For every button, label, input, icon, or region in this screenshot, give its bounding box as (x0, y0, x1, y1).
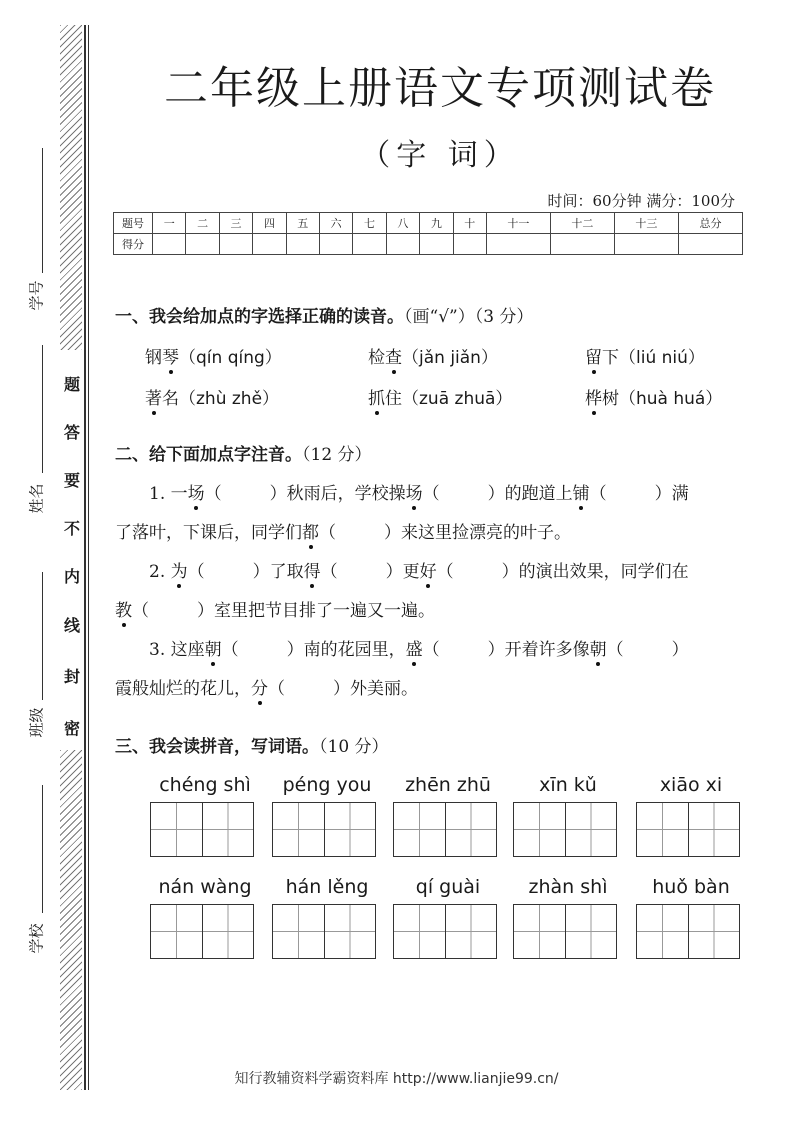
pinyin-writing-item (636, 876, 746, 959)
tianzi-grid (272, 904, 376, 959)
writing-cell[interactable] (203, 803, 254, 856)
pinyin-writing-item (150, 774, 260, 857)
dotted-char: 铺 (572, 484, 590, 504)
pinyin-options[interactable]: （jǎn jiǎn） (402, 348, 498, 368)
seal-char: 内 (63, 567, 80, 586)
passage-line (115, 592, 755, 631)
page-subtitle: （字 词） (360, 138, 520, 173)
passage-line (115, 514, 755, 553)
word-char: 名 (162, 389, 179, 409)
score-col-header: 一 (153, 213, 186, 234)
passage-text: ）南的花园里， (286, 640, 406, 660)
passage-text: ）了取 (252, 562, 304, 582)
pinyin-writing-item (393, 774, 503, 857)
reading-choice-item[interactable] (368, 384, 512, 409)
score-cell[interactable] (286, 234, 319, 255)
score-cell[interactable] (186, 234, 219, 255)
passage-text: 3. 这座 (149, 640, 205, 660)
passage-text: （ (320, 562, 338, 582)
score-table-header-row (114, 213, 743, 234)
binding-rule-inner (88, 25, 89, 1090)
seal-char: 密 (63, 719, 80, 738)
writing-cell[interactable] (151, 803, 203, 856)
score-col-header: 三 (219, 213, 252, 234)
dotted-char: 好 (419, 562, 437, 582)
passage-line (115, 631, 755, 670)
score-col-header: 九 (420, 213, 453, 234)
pinyin-options[interactable]: （zhù zhě） (179, 389, 280, 409)
passage-text: ）的跑道上 (487, 484, 573, 504)
section2-title (115, 440, 372, 465)
reading-choice-item[interactable] (585, 343, 705, 368)
passage-text: ）来这里捡漂亮的叶子。 (384, 523, 571, 543)
passage-text: （ (221, 640, 239, 660)
dotted-char: 教 (115, 601, 132, 621)
word-char: 下 (602, 348, 619, 368)
score-col-header: 十二 (550, 213, 614, 234)
reading-choice-item[interactable] (145, 384, 279, 409)
word-char: 树 (602, 389, 619, 409)
dotted-char: 桦 (585, 389, 602, 409)
writing-cell[interactable] (203, 905, 254, 958)
score-cell[interactable] (678, 234, 742, 255)
passage-text: （ (319, 523, 336, 543)
score-table-row-label: 得分 (114, 234, 153, 255)
pinyin-prompt: xiāo xi (659, 774, 723, 796)
writing-cell[interactable] (689, 803, 740, 856)
score-cell[interactable] (550, 234, 614, 255)
writing-cell[interactable] (637, 803, 689, 856)
passage-text: （ (606, 640, 624, 660)
score-col-header: 二 (186, 213, 219, 234)
tianzi-grid (513, 904, 617, 959)
score-table-row-label: 题号 (114, 213, 153, 234)
tianzi-grid (636, 904, 740, 959)
score-col-header: 十 (453, 213, 486, 234)
tianzi-grid (393, 802, 497, 857)
score-col-header: 十三 (614, 213, 678, 234)
score-cell[interactable] (253, 234, 286, 255)
passage-text: ）的演出效果，同学们在 (501, 562, 689, 582)
passage-text: ）开着许多像 (487, 640, 590, 660)
pinyin-writing-item (513, 876, 623, 959)
writing-cell[interactable] (637, 905, 689, 958)
dotted-char: 为 (170, 562, 188, 582)
dotted-char: 留 (585, 348, 602, 368)
section3-title (115, 732, 389, 757)
dotted-char: 场 (187, 484, 205, 504)
dotted-char: 场 (405, 484, 423, 504)
seal-char: 不 (63, 519, 80, 538)
passage-text: （ (268, 679, 285, 699)
dotted-char: 得 (303, 562, 321, 582)
writing-cell[interactable] (151, 905, 203, 958)
seal-char: 要 (63, 471, 80, 490)
pinyin-prompt: qí guài (415, 876, 481, 898)
score-cell[interactable] (453, 234, 486, 255)
pinyin-options[interactable]: （huà huá） (619, 389, 723, 409)
hatch-band-bottom (60, 750, 82, 1090)
writing-cell[interactable] (325, 905, 376, 958)
word-char: 检 (368, 348, 385, 368)
tianzi-grid (150, 802, 254, 857)
pinyin-prompt: zhēn zhū (405, 774, 491, 796)
passage-text: 了落叶，下课后，同学们 (115, 523, 302, 543)
writing-cell[interactable] (273, 905, 325, 958)
reading-choice-item[interactable] (368, 343, 498, 368)
score-cell[interactable] (353, 234, 386, 255)
writing-cell[interactable] (325, 803, 376, 856)
pinyin-prompt: péng you (282, 774, 372, 796)
pinyin-options[interactable]: （liú niú） (619, 348, 705, 368)
tianzi-grid (272, 802, 376, 857)
pinyin-prompt: hán lěng (285, 876, 369, 898)
passage-text: ） (671, 640, 689, 660)
pinyin-writing-item (150, 876, 260, 959)
footer-source: 知行教辅资料学霸资料库 http://www.lianjie99.cn/ (234, 1071, 559, 1087)
writing-cell[interactable] (446, 905, 497, 958)
binding-margin (0, 0, 100, 1122)
score-col-header: 八 (386, 213, 419, 234)
pinyin-writing-item (513, 774, 623, 857)
pinyin-writing-item (272, 876, 382, 959)
word-char: 住 (385, 389, 402, 409)
score-col-header: 五 (286, 213, 319, 234)
passage-line (115, 670, 755, 709)
score-col-header: 四 (253, 213, 286, 234)
section3-heading: 三、我会读拼音，写词语。 (115, 737, 319, 757)
school-line[interactable] (42, 785, 43, 913)
passage-text: ）秋雨后，学校操 (269, 484, 406, 504)
writing-cell[interactable] (273, 803, 325, 856)
passage-text: ）满 (654, 484, 689, 504)
passage-text: （ (187, 562, 205, 582)
name-label: 姓名 (27, 483, 46, 514)
writing-cell[interactable] (394, 803, 446, 856)
dotted-char: 琴 (162, 348, 179, 368)
page-title: 二年级上册语文专项测试卷 (164, 63, 716, 114)
tianzi-grid (393, 904, 497, 959)
section2-passages (115, 475, 755, 709)
school-label: 学校 (27, 923, 46, 954)
pinyin-prompt: xīn kǔ (539, 774, 597, 796)
dotted-char: 分 (251, 679, 268, 699)
seal-char: 题 (63, 375, 80, 394)
section1-heading: 一、我会给加点的字选择正确的读音。 (115, 307, 404, 327)
score-col-header: 总分 (678, 213, 742, 234)
passage-text: 霞般灿烂的花儿， (115, 679, 251, 699)
pinyin-writing-item (636, 774, 746, 857)
score-cell[interactable] (420, 234, 453, 255)
pinyin-writing-item (272, 774, 382, 857)
score-col-header: 七 (353, 213, 386, 234)
passage-text: （ (132, 601, 149, 621)
seal-char: 封 (63, 667, 80, 686)
dotted-char: 查 (385, 348, 402, 368)
passage-line (115, 553, 755, 592)
score-cell[interactable] (486, 234, 550, 255)
dotted-char: 朝 (204, 640, 222, 660)
writing-cell[interactable] (566, 905, 617, 958)
dotted-char: 盛 (405, 640, 423, 660)
seal-char: 线 (63, 616, 80, 635)
passage-text: （ (436, 562, 454, 582)
writing-cell[interactable] (394, 905, 446, 958)
passage-text: 2. (149, 562, 171, 582)
class-label: 班级 (27, 707, 46, 738)
reading-choice-item[interactable] (145, 343, 282, 368)
passage-text: ）室里把节目排了一遍又一遍。 (197, 601, 435, 621)
word-char: 钢 (145, 348, 162, 368)
time-info: 时间：60分钟 满分：100分 (547, 192, 735, 210)
score-table (113, 212, 743, 255)
student-no-line[interactable] (42, 148, 43, 273)
seal-char: 答 (63, 423, 80, 442)
pinyin-writing-item (393, 876, 503, 959)
pinyin-options[interactable]: （qín qíng） (179, 348, 282, 368)
writing-cell[interactable] (566, 803, 617, 856)
passage-text: （ (589, 484, 607, 504)
tianzi-grid (636, 802, 740, 857)
score-cell[interactable] (319, 234, 352, 255)
tianzi-grid (150, 904, 254, 959)
writing-cell[interactable] (514, 803, 566, 856)
dotted-char: 朝 (589, 640, 607, 660)
score-col-header: 六 (319, 213, 352, 234)
passage-text: （ (422, 484, 440, 504)
section1-title (115, 302, 533, 327)
reading-choice-item[interactable] (585, 384, 722, 409)
section2-heading: 二、给下面加点字注音。 (115, 445, 302, 465)
passage-text: ）外美丽。 (333, 679, 418, 699)
pinyin-prompt: huǒ bàn (652, 876, 730, 898)
student-no-label: 学号 (27, 280, 46, 311)
pinyin-prompt: chéng shì (159, 774, 251, 796)
section2-note: （12 分） (302, 445, 372, 465)
writing-cell[interactable] (514, 905, 566, 958)
writing-cell[interactable] (689, 905, 740, 958)
passage-text: （ (422, 640, 440, 660)
tianzi-grid (513, 802, 617, 857)
score-cell[interactable] (386, 234, 419, 255)
score-cell[interactable] (219, 234, 252, 255)
section1-note: （画“√”）（3 分） (404, 307, 534, 327)
dotted-char: 著 (145, 389, 162, 409)
passage-text: ）更 (385, 562, 420, 582)
score-cell[interactable] (614, 234, 678, 255)
score-col-header: 十一 (486, 213, 550, 234)
pinyin-prompt: nán wàng (158, 876, 252, 898)
hatch-band-top (60, 25, 82, 350)
binding-rule (84, 25, 86, 1090)
dotted-char: 抓 (368, 389, 385, 409)
passage-text: （ (204, 484, 222, 504)
name-line[interactable] (42, 345, 43, 473)
pinyin-options[interactable]: （zuā zhuā） (402, 389, 513, 409)
section3-note: （10 分） (319, 737, 389, 757)
score-cell[interactable] (153, 234, 186, 255)
passage-line (115, 475, 755, 514)
pinyin-prompt: zhàn shì (528, 876, 608, 898)
class-line[interactable] (42, 572, 43, 700)
dotted-char: 都 (302, 523, 319, 543)
score-table-score-row (114, 234, 743, 255)
writing-cell[interactable] (446, 803, 497, 856)
passage-text: 1. 一 (149, 484, 188, 504)
